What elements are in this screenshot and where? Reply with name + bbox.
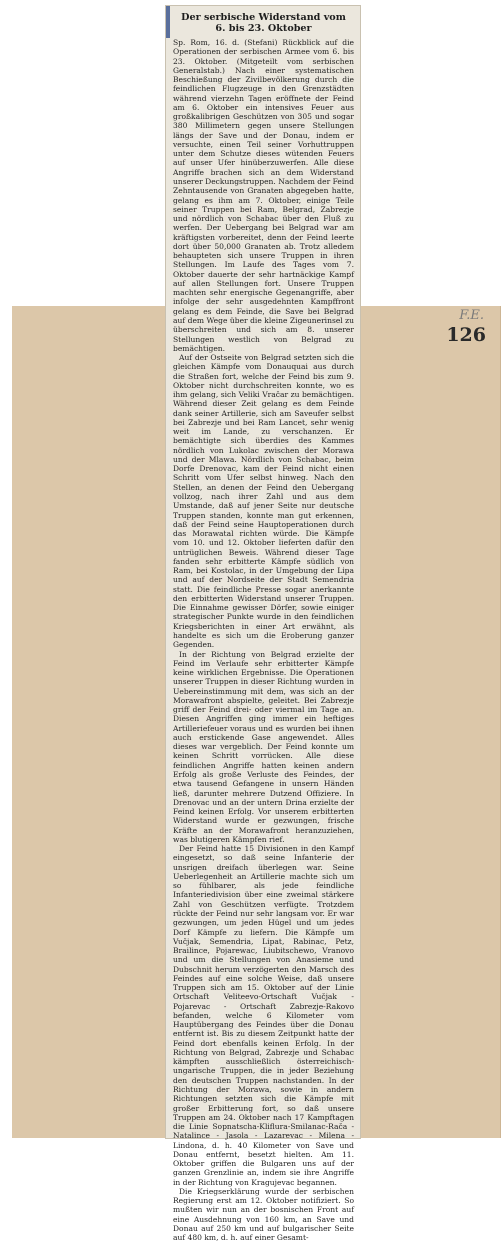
article-body — [173, 38, 354, 1243]
newspaper-clipping — [166, 6, 360, 1243]
paragraph: Der Feind hatte 15 Divisionen in den Kampf eingesetzt, so daß seine Infanterie der unsrigen dreifach überlegen war. Seine Ueberlegenheit an Artillerie machte sich um so fühlbarer, als jede feindliche Infanteriedivision über eine zweimal stärkere Zahl von Geschützen verfügte. Trotzdem rückte der Feind nur sehr langsam vor. Er war gezwungen, um jeden Hügel und um jedes Dorf Kämpfe zu liefern. Die Kämpfe um Vučjak, Semendria, Lipat, Rabinac, Petz, Brailince, Pojarewac, Liubitschewo, Vranovo und um die Stellungen von Anasieme und Dubschnit herum verzögerten den Marsch des Feindes auf eine solche Weise, daß unsere Truppen sich am 15. Oktober auf der Linie Ortschaft Veliteevo-Ortschaft Vučjak - Pojarevac - Ortschaft Zabrezje-Rakovo befanden, welche 6 Kilometer vom Hauptübergang des Feindes über die Donau entfernt ist. Bis zu diesem Zeitpunkt hatte der Feind dort ebenfalls keinen Erfolg. In der Richtung von Belgrad, Zabrezje und Schabac kämpften ausschließlich österreichisch-ungarische Truppen, die in jeder Beziehung den deutschen Truppen nachstanden. In der Richtung der Morawa, sowie in andern Richtungen setzten sich die Kämpfe mit großer Erbitterung fort, so daß unsere Truppen am 24. Oktober nach 17 Kampftagen die Linie Sopnatscha-Kliflura-Smilanac-Rača - Natalince - Jasola - Lazarevac - Milena - Lindona, d. h. 40 Kilometer von Save und Donau entfernt, besetzt hielten. Am 11. Oktober griffen die Bulgaren uns auf der ganzen Grenzlinie an, indem sie ihre Angriffe in der Richtung von Kragujevac begannen. — [173, 844, 354, 1187]
paragraph: Auf der Ostseite von Belgrad setzten sich die gleichen Kämpfe vom Donauquai aus durch die Straßen fort, welche der Feind bis zum 9. Oktober nicht durchschreiten konnte, wo es ihm gelang, sich Veliki Vračar zu bemächtigen. Während dieser Zeit gelang es dem Feinde dank seiner Artillerie, sich am Saveufer selbst bei Zabrezje und bei Ram Lancet, sehr wenig weit im Lande, zu verschanzen. Er bemächtigte sich überdies des Kammes nördlich von Lukolac zwischen der Morawa und der Mlawa. Nördlich von Schabac, beim Dorfe Drenovac, kam der Feind nicht einen Schritt vom Ufer selbst hinweg. Nach den Stellen, an denen der Feind den Uebergang vollzog, nach ihrer Zahl und aus dem Umstande, daß auf jener Seite nur deutsche Truppen standen, konnte man gut erkennen, daß der Feind seine Hauptoperationen durch das Morawatal richten würde. Die Kämpfe vom 10. und 12. Oktober lieferten dafür den untrüglichen Beweis. Während dieser Tage fanden sehr erbitterte Kämpfe südlich von Ram, bei Kostolac, in der Umgebung der Lipa und auf der Nordseite der Stadt Semendria statt. Die feindliche Presse sogar anerkannte den erbitterten Widerstand unserer Truppen. Die Einnahme gewisser Dörfer, sowie einiger strategischer Punkte wurde in den feindlichen Kriegsberichten in einer Art erwähnt, als handelte es sich um die Eroberung ganzer Gegenden. — [173, 353, 354, 650]
paragraph: Sp. Rom, 16. d. (Stefani) Rückblick auf die Operationen der serbischen Armee vom 6. bis 23. Oktober. (Mitgeteilt vom serbischen Generalstab.) Nach einer systematischen Beschießung der Zivilbevölkerung durch die feindlichen Flugzeuge in den Grenzstädten während vierzehn Tagen eröffnete der Feind am 6. Oktober ein intensives Feuer aus großkalibrigen Geschützen von 305 und sogar 380 Millimetern gegen unsere Stellungen längs der Save und der Donau, indem er versuchte, einen Teil seiner Vorhuttruppen unter dem Schutze dieses wütenden Feuers auf unser Ufer hinüberzuwerfen. Alle diese Angriffe brachen sich an dem Widerstand unserer Deckungstruppen. Nachdem der Feind Zehntausende von Granaten abgegeben hatte, gelang es ihm am 7. Oktober, einige Teile seiner Truppen bei Ram, Belgrad, Zabrezje und nördlich von Schabac über den Fluß zu werfen. Der Uebergang bei Belgrad war am kräftigsten vorbereitet, denn der Feind leerte dort über 50,000 Granaten ab. Trotz alledem behaupteten sich unsere Truppen in ihren Stellungen. Im Laufe des Tages vom 7. Oktober dauerte der sehr hartnäckige Kampf auf allen Stellungen fort. Unsere Truppen machten sehr energische Gegenangriffe, aber infolge der sehr ausgedehnten Kampffront gelang es dem Feinde, die Save bei Belgrad auf dem Wege über die kleine Zigeunerinsel zu überschreiten und sich am 8. unserer Stellungen westlich von Belgrad zu bemächtigen. — [173, 38, 354, 353]
paragraph: Die Kriegserklärung wurde der serbischen Regierung erst am 12. Oktober notifiziert. So mußten wir nun an der bosnischen Front auf eine Ausdehnung von 160 km, an Save und Donau auf 250 km und auf bulgarischer Seite auf 480 km, d. h. auf einer Gesamt- — [173, 1186, 354, 1243]
paragraph: In der Richtung von Belgrad erzielte der Feind im Verlaufe sehr erbitterter Kämpfe keine wirklichen Ergebnisse. Die Operationen unserer Truppen in dieser Richtung wurden in Uebereinstimmung mit dem, was sich an der Morawafront abspielte, geleitet. Bei Zabrezje griff der Feind drei- oder viermal im Tage an. Diesen Angriffen ging immer ein heftiges Artilleriefeuer voraus und es wurden bei ihnen auch erstickende Gase angewendet. Alles dieses war vergeblich. Der Feind konnte um keinen Schritt vorrücken. Alle diese feindlichen Angriffe hatten keinen andern Erfolg als große Verluste des Feindes, der etwa tausend Gefangene in unsern Händen ließ, darunter mehrere Dutzend Offiziere. In Drenovac und an der untern Drina erzielte der Feind keinen Erfolg. Vor unserem erbitterten Widerstand wurde er gezwungen, frische Kräfte an der Morawafront heranzuziehen, was blutigeren Kämpfen rief. — [173, 649, 354, 844]
page-number: 126 — [446, 324, 486, 346]
article-headline — [173, 12, 354, 34]
headline-line-2: 6. bis 23. Oktober — [215, 23, 312, 34]
blue-edge-strip — [166, 6, 170, 38]
pencil-annotation: F.E. — [459, 308, 484, 323]
headline-line-1: Der serbische Widerstand vom — [181, 12, 346, 23]
